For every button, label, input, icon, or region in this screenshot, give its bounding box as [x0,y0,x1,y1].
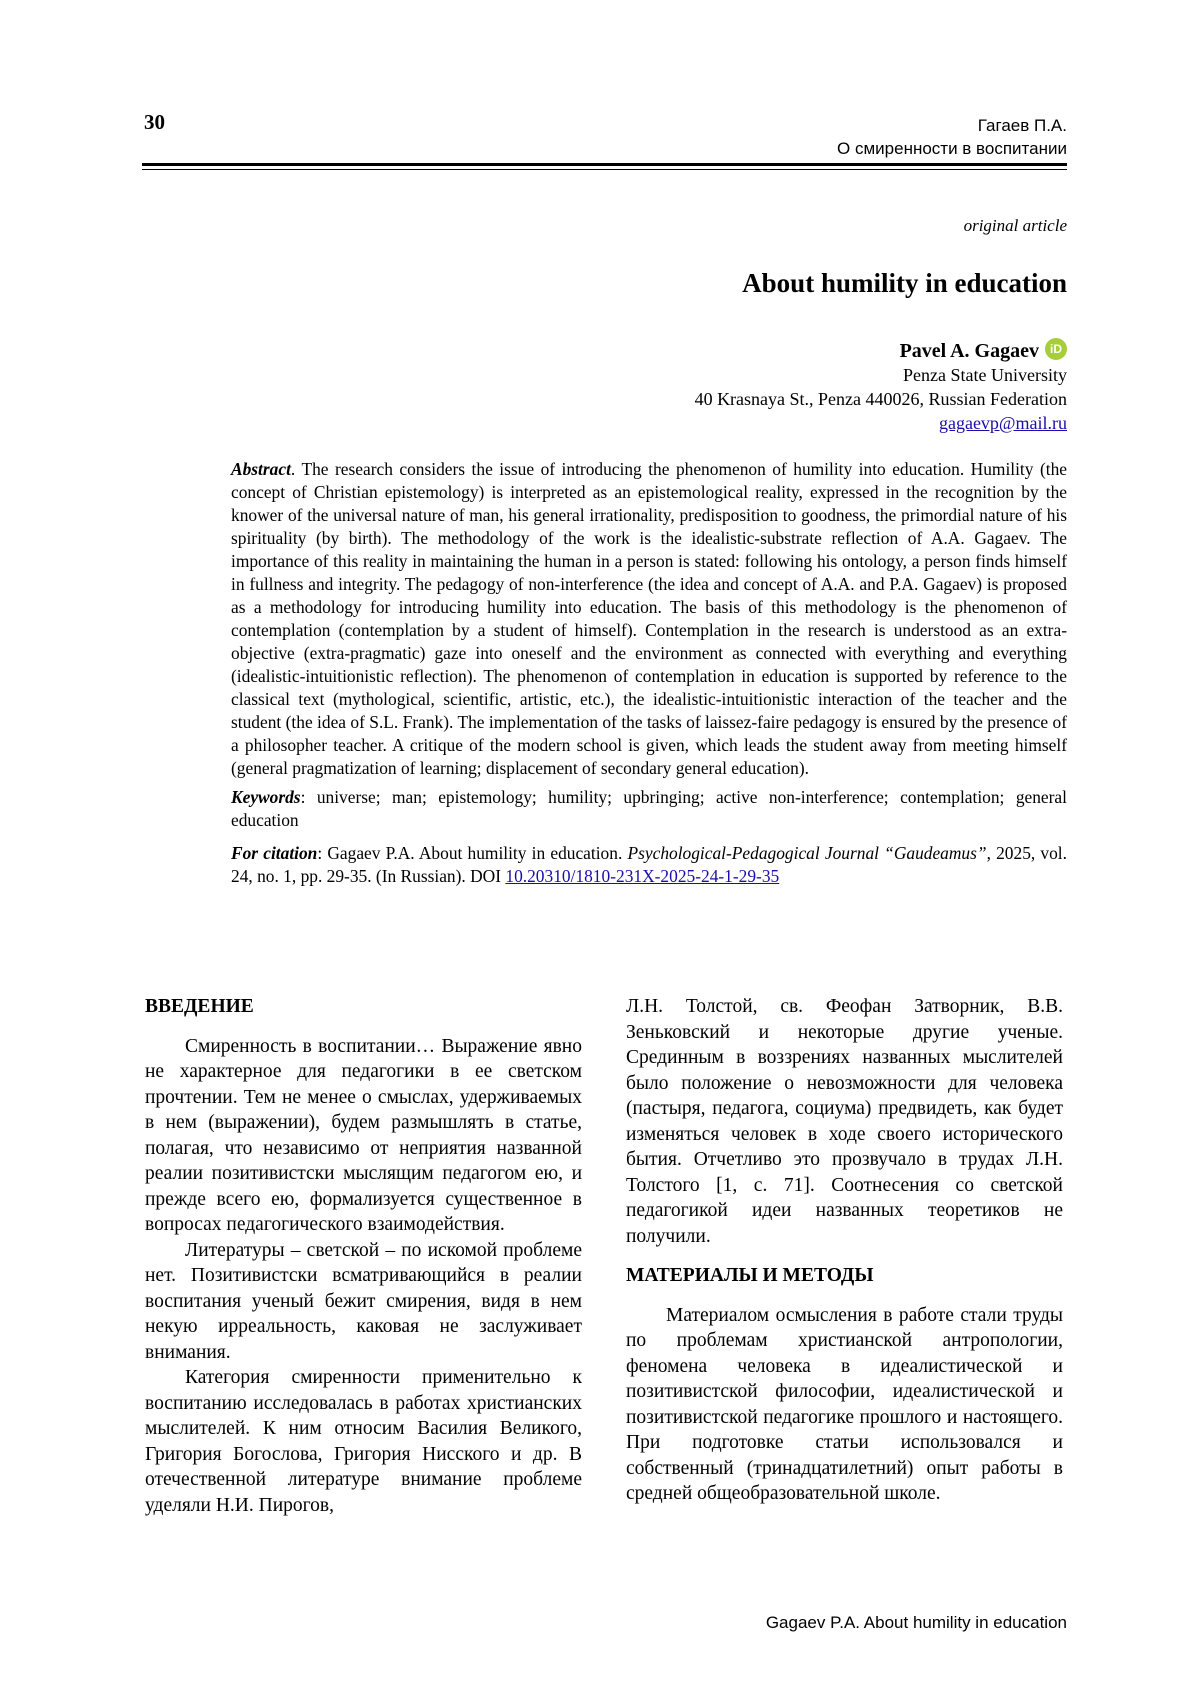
citation-journal: Psychological-Pedagogical Journal “Gaudeamus” [627,843,987,863]
abstract-block [231,458,1067,894]
body-paragraph: Смиренность в воспитании… Выражение явно не характерное для педагогики в ее светском прочтении. Тем не менее о смыслах, удерживаемых в нем (выражении), будем размышлять в статье, полагая, что независимо от неприятия названной реалии позитивистски мыслящим педагогом ею, и прежде всего ею, формализуется существенное в вопросах педагогического взаимодействия. [145,1035,582,1235]
citation-paragraph [231,842,1067,888]
running-header-author: Гагаев П.А. [977,116,1067,135]
author-email-link[interactable]: gagaevp@mail.ru [938,413,1067,433]
abstract-paragraph [231,458,1067,780]
abstract-label: Abstract [231,459,291,479]
author-block [695,338,1067,435]
body-paragraph-continued: Л.Н. Толстой, св. Феофан Затворник, В.В. Зеньковский и некоторые другие ученые. Срединным в воззрениях названных мыслителей было положение о невозможности для человека (пастыря, педагога, социума) предвидеть, как будет изменяться человек в ходе своего исторического бытия. Отчетливо это прозвучало в трудах Л.Н. Толстого [1, с. 71]. Соотнесения со светской педагогикой идеи названных теоретиков не получили. [626,996,1063,1247]
citation-label: For citation [231,843,318,863]
page-number: 30 [144,110,165,134]
keywords-text: : universe; man; epistemology; humility; upbringing; active non-interference; contemplation; general education [231,787,1067,830]
author-affiliation: Penza State University [903,365,1067,385]
abstract-text: . The research considers the issue of introducing the phenomenon of humility into education. Humility (the concept of Christian epistemology) is interpreted as an epistemological reality, expressed in the recognition by the knower of the universal nature of man, his general irrationality, predisposition to goodness, the primordial nature of his spirituality (by birth). The methodology of the work is the idealistic-substrate reflection of A.A. Gagaev. The importance of this reality in maintaining the human in a person is stated: following his ontology, a person finds himself in fullness and integrity. The pedagogy of non-interference (the idea and concept of A.A. and P.A. Gagaev) is proposed as a methodology for introducing humility into education. The basis of this methodology is the phenomenon of contemplation (contemplation by a student of himself). Contemplation in the research is understood as an extra-objective (extra-pragmatic) gaze into oneself and the environment as connected with everything and everything (idealistic-intuitionistic reflection). The phenomenon of contemplation in education is supported by reference to the classical text (mythological, scientific, artistic, etc.), the idealistic-intuitionistic interaction of the teacher and the student (the idea of S.L. Frank). The implementation of the tasks of laissez-faire pedagogy is ensured by the presence of a philosopher teacher. A critique of the modern school is given, which leads the student away from meeting himself (general pragmatization of learning; displacement of secondary general education). [231,459,1067,778]
article-title: About humility in education [742,268,1067,298]
running-footer: Gagaev P.A. About humility in education [765,1613,1067,1632]
header-rule-thin [142,169,1067,170]
section-heading-methods: МАТЕРИАЛЫ И МЕТОДЫ [626,1265,874,1286]
body-paragraph: Материалом осмысления в работе стали труды по проблемам христианской антропологии, феномена человека в идеалистической и позитивистской философии, идеалистической и позитивистской педагогике прошлого и настоящего. При подготовке статьи использовался и собственный (тринадцатилетний) опыт работы в средней общеобразовательной школе. [626,1304,1063,1504]
body-paragraph: Категория смиренности применительно к воспитанию исследовалась в работах христианских мыслителей. К ним относим Василия Великого, Григория Богослова, Григория Нисского и др. В отечественной литературе внимание проблеме уделяли Н.И. Пирогов, [145,1367,582,1516]
header-rule-thick [142,163,1067,166]
doi-link[interactable]: 10.20310/1810-231X-2025-24-1-29-35 [505,866,780,886]
article-type: original article [963,216,1067,235]
citation-text-before: : Gagaev P.A. About humility in education. [317,843,628,863]
author-address: 40 Krasnaya St., Penza 440026, Russian Federation [694,389,1067,409]
orcid-icon[interactable]: iD [1045,338,1067,360]
running-header-title: О смиренности в воспитании [837,139,1067,158]
author-name: Pavel A. Gagaev [899,340,1039,362]
body-column-right [626,994,1063,1507]
body-column-left [145,994,582,1518]
keywords-label: Keywords [231,787,301,807]
body-paragraph: Литературы – светской – по искомой проблеме нет. Позитивистски всматривающийся в реалии воспитания ученый бежит смирения, видя в нем некую ирреальность, каковая не заслуживает внимания. [145,1239,582,1363]
keywords-paragraph [231,786,1067,832]
citation-text-after: , 2025, vol. 24, no. 1, pp. 29-35. (In Russian). DOI [231,843,1067,886]
section-heading-introduction: ВВЕДЕНИЕ [145,996,254,1017]
running-header [837,114,1067,160]
